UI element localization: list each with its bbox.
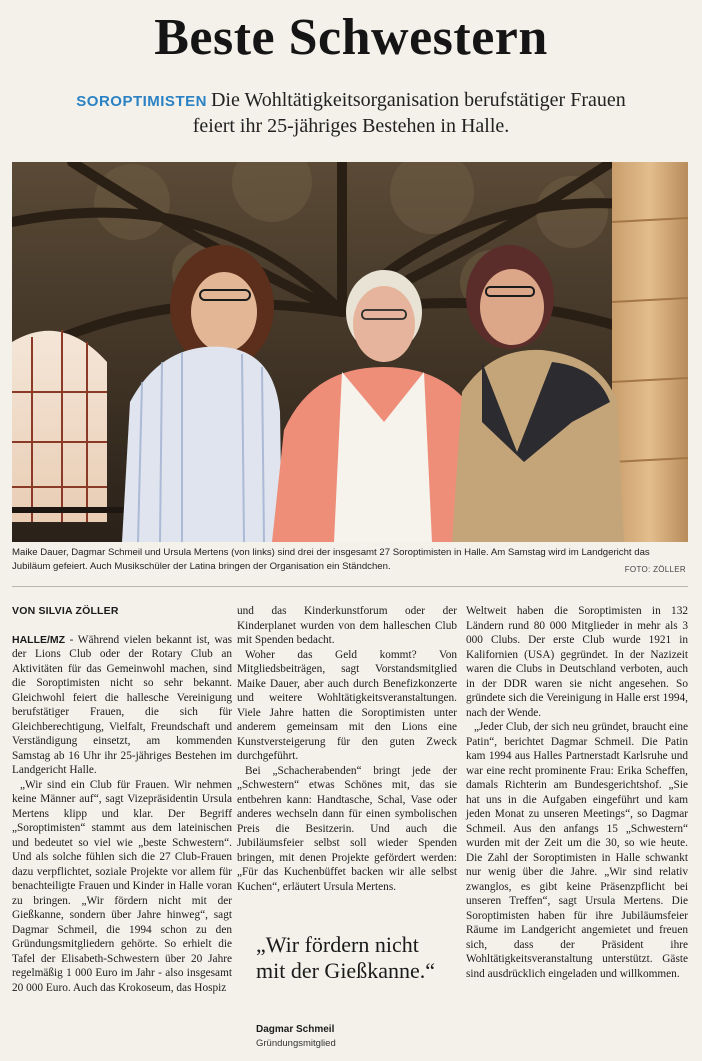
divider — [12, 586, 688, 587]
subhead-line-2: feiert ihr 25-jähriges Bestehen in Halle. — [192, 115, 510, 137]
subhead-line-1: Die Wohltätigkeitsorganisation berufstätiger Frauen — [210, 89, 626, 111]
column-2 — [237, 604, 457, 894]
byline: VON SILVIA ZÖLLER — [12, 605, 119, 617]
photo-credit: FOTO: ZÖLLER — [624, 565, 686, 574]
paragraph: HALLE/MZ - Während vielen bekannt ist, was der Lions Club oder der Rotary Club an Aktivitäten für das Gemeinwohl machen, sind die Soroptimisten nicht so sehr bekannt. Gleichwohl feiert die hallesche Vereinigung berufstätiger Frauen, die sich für Gleichberechtigung, Vielfalt, Freundschaft und Verständigung einsetzt, am kommenden Samstag ab 16 Uhr ihr 25-jähriges Bestehen im Landgericht Halle. — [12, 633, 232, 776]
article-photo — [12, 162, 688, 542]
paragraph: und das Kinderkunstforum oder der Kinderplanet wurden von dem halleschen Club mit Spenden bedacht. — [237, 605, 457, 646]
pull-quote-role: Gründungsmitglied — [256, 1038, 336, 1049]
paragraph: Bei „Schacherabenden“ bringt jede der „Schwestern“ etwas Schönes mit, das sie entbehren kann: Handtasche, Schal, Vase oder anderes wechseln dann für einen symbolischen Preis die Besitzerin. Und auch die Jubiläumsfeier selbst soll wieder Spenden bringen, mit denen Projekte gefördert werden: „Für das Kuchenbüffet backen wir alle selbst Kuchen“, erläutert Ursula Mertens. — [237, 764, 457, 893]
subheadline — [0, 88, 702, 138]
column-3 — [466, 604, 688, 981]
photo-caption: Maike Dauer, Dagmar Schmeil und Ursula Mertens (von links) sind drei der insgesamt 27 Soroptimisten in Halle. Am Samstag wird im Landgericht das Jubiläum gefeiert. Auch Musikschüler der Latina bringen der Organisation ein Ständchen. — [12, 547, 650, 572]
paragraph: „Wir sind ein Club für Frauen. Wir nehmen keine Männer auf“, sagt Vizepräsidentin Ursula Mertens klipp und klar. Der Begriff „Soroptimisten“ stammt aus dem lateinischen und bedeutet so viel wie „beste Schwestern“. Und als solche fühlen sich die 27 Club-Frauen dazu verpflichtet, soziale Projekte vor allem für benachteiligte Frauen und Kinder in Halle voran zu bringen. „Wir fördern nicht mit der Gießkanne, sondern über Jahre hinweg“, sagt Dagmar Schmeil, die 1994 schon zu den Gründungsmitgliedern gehörte. So erhielt die Tafel der Elisabeth-Schwestern über 20 Jahre regelmäßig 1 000 Euro im Jahr - also insgesamt 20 000 Euro. Auch das Krokoseum, das Hospiz — [12, 778, 232, 994]
kicker: SOROPTIMISTEN — [76, 93, 207, 110]
pull-quote: „Wir fördern nicht mit der Gießkanne.“ — [256, 932, 435, 983]
paragraph: Weltweit haben die Soroptimisten in 132 Ländern rund 80 000 Mitglieder in mehr als 3 000 Clubs. Der erste Club wurde 1921 in Kalifornien (USA) gegründet. In der Nazizeit waren die Clubs in Deutschland verboten, auch in der DDR waren sie nicht angesehen. So gründete sich die Vereinigung in Halle erst 1994, nach der Wende. — [466, 605, 688, 719]
pull-quote-author: Dagmar Schmeil — [256, 1024, 335, 1035]
paragraph: „Jeder Club, der sich neu gründet, braucht eine Patin“, berichtet Dagmar Schmeil. Die Patin kam 1994 aus Halles Partnerstadt Karlsruhe und war eine recht prominente Frau: Erika Scheffen, damals Richterin am Bundesgerichtshof. „Sie hat uns in die Aufgaben eingeführt und kam jeden Monat zu unseren Meetings“, so Dagmar Schmeil. Aus den anfangs 15 „Schwestern“ wurden mit der Zeit um die 30, so wie heute. Die Zahl der Soroptimisten in Halle schwankt nur wenig über die Jahre. „Wir sind relativ zwanglos, es gibt keine Präsenzpflicht bei unseren Treffen“, sagt Ursula Mertens. Die Soroptimisten haben für ihre Jubiläumsfeier Räume im Landgericht angemietet und freuen sich, dass der Präsident ihre Wohltätigkeitsveranstaltung unterstützt. Gäste sind ausdrücklich eingeladen und willkommen. — [466, 721, 688, 980]
paragraph: Woher das Geld kommt? Von Mitgliedsbeiträgen, sagt Vorstandsmitglied Maike Dauer, aber auch durch Benefizkonzerte und weitere Wohltätigkeitsveranstaltungen. Viele Jahre hatten die Soroptimisten unter anderem gemeinsam mit den Lions eine Kunstversteigerung für den guten Zweck durchgeführt. — [237, 648, 457, 762]
dateline: HALLE/MZ — [12, 633, 66, 646]
column-1 — [12, 604, 232, 995]
headline: Beste Schwestern — [154, 9, 548, 66]
